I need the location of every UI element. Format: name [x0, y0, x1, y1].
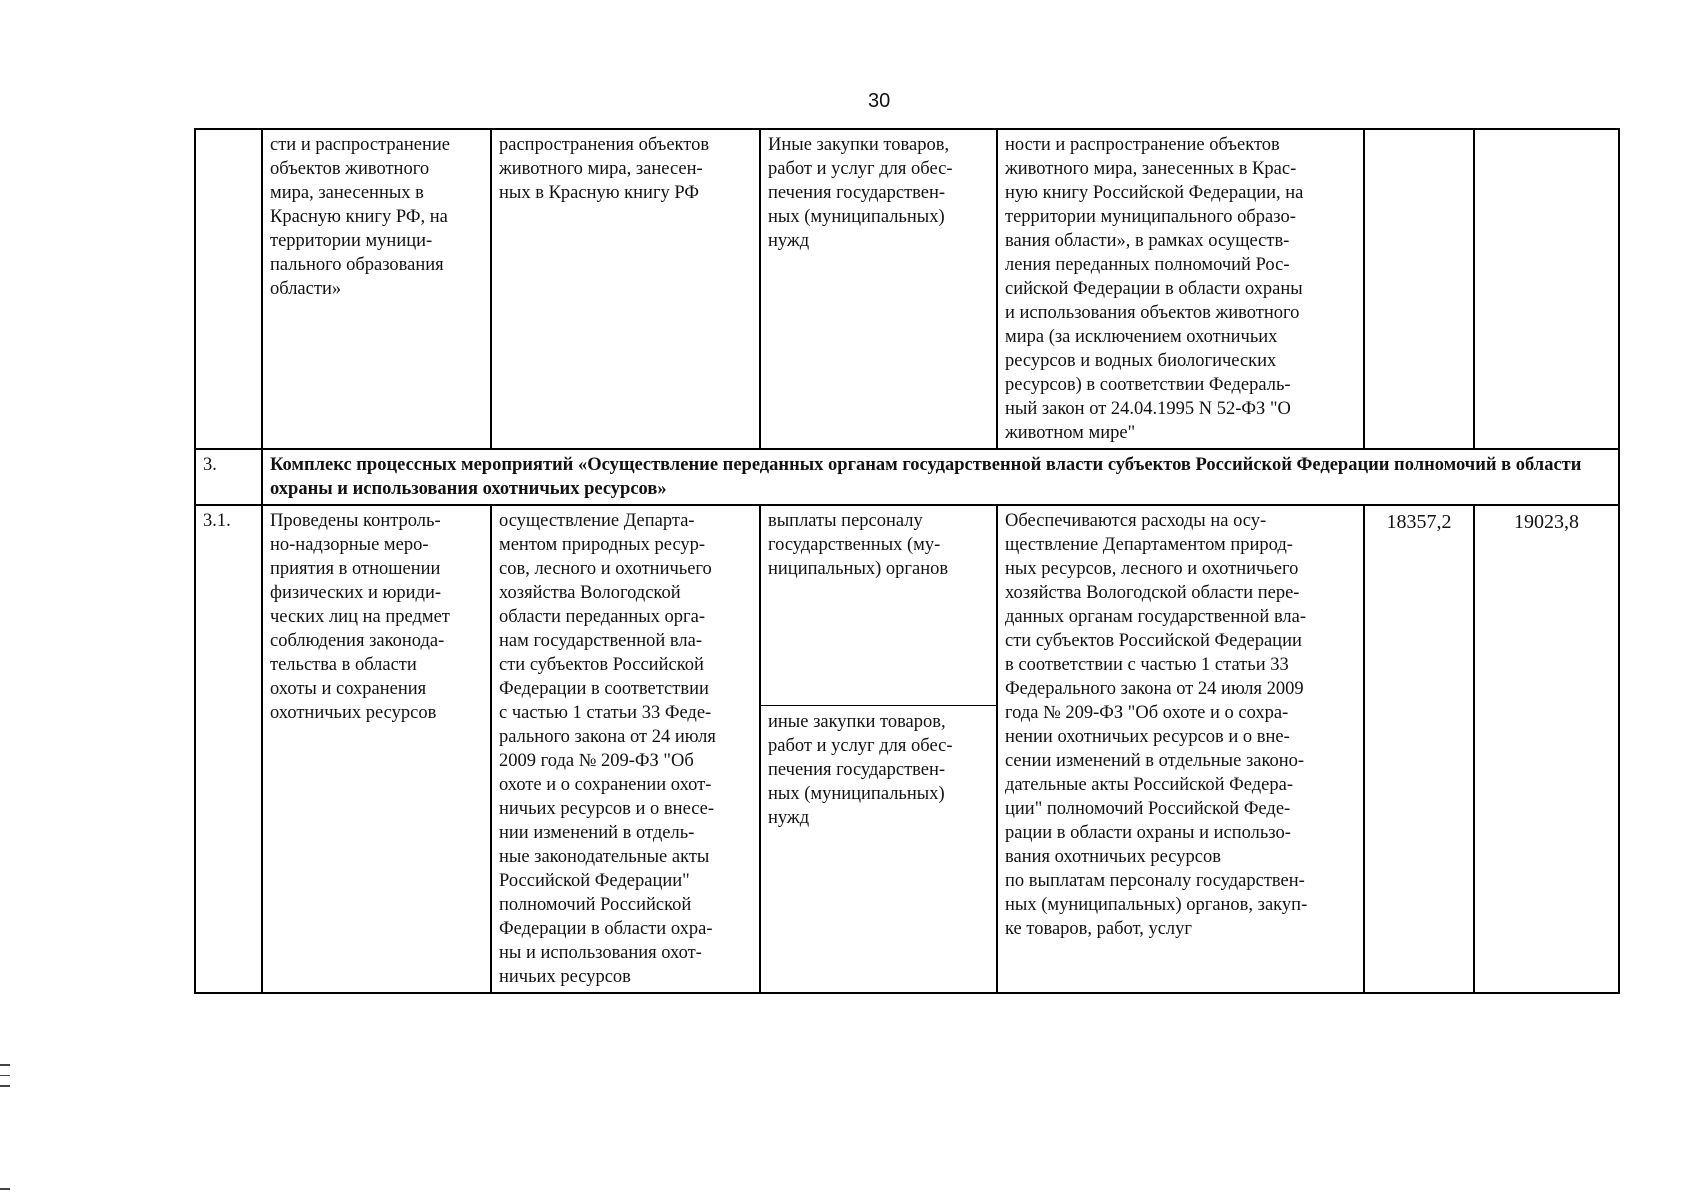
cell-text-line: осуществление Департа- [499, 511, 695, 531]
cell-text-line: в соответствии с частью 1 статьи 33 [1005, 655, 1289, 675]
cell-text-line: нении охотничьих ресурсов и о вне- [1005, 727, 1290, 747]
amount-cell-1 [1364, 129, 1474, 449]
description-cell [491, 129, 760, 449]
cell-text-line: нии изменений в отдель- [499, 823, 695, 843]
cell-text-line: ческих лиц на предмет [270, 607, 450, 627]
cell-text-line: ничьих ресурсов и о внесе- [499, 799, 715, 819]
cell-text-line: ную книгу Российской Федерации, на [1005, 183, 1304, 203]
description-cell [491, 505, 760, 993]
cell-text-line: но-надзорные меро- [270, 535, 429, 555]
amount-cell-2: 19023,8 [1474, 505, 1619, 993]
cell-text-line: 2009 года № 209-ФЗ "Об [499, 751, 694, 771]
cell-text-line: животном мире" [1005, 423, 1136, 443]
expense-type-top [761, 509, 996, 706]
cell-text-line: вания охотничьих ресурсов [1005, 847, 1221, 867]
cell-text-line: тельства в области [270, 655, 417, 675]
cell-text-line: нужд [768, 808, 810, 828]
cell-text-line: ных (муниципальных) [768, 784, 945, 804]
expense-type-bottom [768, 706, 989, 830]
page-number: 30 [868, 90, 891, 112]
expense-type-cell [760, 129, 997, 449]
cell-text-line: ке товаров, работ, услуг [1005, 919, 1192, 939]
cell-text-line: ные законодательные акты [499, 847, 710, 867]
cell-text-line: объектов животного [270, 159, 430, 179]
cell-text-line: Федерации в области охра- [499, 919, 713, 939]
cell-text-line: рального закона от 24 июля [499, 727, 716, 747]
cell-text-line: соблюдения законода- [270, 631, 445, 651]
amount-cell-1: 18357,2 [1364, 505, 1474, 993]
cell-text-line: охотничьих ресурсов [270, 703, 437, 723]
section-title-cell: Комплекс процессных мероприятий «Осуществление переданных органам государственной власти субъектов Российской Федерации полномочий в области охраны и использования охотничьих ресурсов» [262, 449, 1619, 505]
cell-text-line: Красную книгу РФ, на [270, 207, 448, 227]
table-row-3-1 [195, 505, 1619, 993]
cell-text-line: ресурсов и водных биологических [1005, 351, 1277, 371]
table-row-continued [195, 129, 1619, 449]
measures-table [194, 128, 1620, 994]
cell-text-line: дательные акты Российской Федера- [1005, 775, 1293, 795]
cell-text-line: области переданных орга- [499, 607, 705, 627]
result-cell [262, 505, 491, 993]
cell-text-line: пального образования [270, 255, 444, 275]
cell-text-line: Российской Федерации" [499, 871, 690, 891]
cell-text-line: мира (за исключением охотничьих [1005, 327, 1278, 347]
cell-text-line: по выплатам персоналу государствен- [1005, 871, 1305, 891]
cell-text-line: ных в Красную книгу РФ [499, 183, 700, 203]
expense-type-cell [760, 505, 997, 993]
cell-text-line: сти и распространение [270, 135, 450, 155]
cell-text-line: ных (муниципальных) органов, закуп- [1005, 895, 1308, 915]
cell-text-line: нужд [768, 231, 810, 251]
cell-text-line: мира, занесенных в [270, 183, 424, 203]
cell-text-line: рации в области охраны и использо- [1005, 823, 1291, 843]
cell-text-line: животного мира, занесенных в Крас- [1005, 159, 1297, 179]
left-margin-marks [0, 1064, 10, 1096]
cell-text-line: ментом природных ресур- [499, 535, 706, 555]
cell-text-line: ции" полномочий Российской Феде- [1005, 799, 1291, 819]
cell-text-line: ществление Департаментом природ- [1005, 535, 1293, 555]
cell-text-line: Обеспечиваются расходы на осу- [1005, 511, 1267, 531]
expense-note-cell [997, 505, 1364, 993]
cell-text-line: области» [270, 279, 342, 299]
row-number-cell: 3.1. [195, 505, 262, 993]
cell-text-line: вания области», в рамках осуществ- [1005, 231, 1290, 251]
cell-text-line: ных (муниципальных) [768, 207, 945, 227]
cell-text-line: Федерации в соответствии [499, 679, 709, 699]
cell-text-line: ниципальных) органов [768, 559, 949, 579]
cell-text-line: территории муници- [270, 231, 433, 251]
cell-text-line: ничьих ресурсов [499, 967, 631, 987]
cell-text-line: ресурсов) в соответствии Федераль- [1005, 375, 1291, 395]
cell-text-line: сении изменений в отдельные законо- [1005, 751, 1305, 771]
left-margin-mark [0, 1188, 10, 1190]
cell-text-line: ности и распространение объектов [1005, 135, 1280, 155]
cell-text-line: работ и услуг для обес- [768, 159, 953, 179]
cell-text-line: сти субъектов Российской [499, 655, 704, 675]
cell-text-line: ных ресурсов, лесного и охотничьего [1005, 559, 1299, 579]
cell-text-line: распространения объектов [499, 135, 710, 155]
cell-text-line: приятия в отношении [270, 559, 441, 579]
cell-text-line: сти субъектов Российской Федерации [1005, 631, 1302, 651]
cell-text-line: охоты и сохранения [270, 679, 427, 699]
cell-text-line: полномочий Российской [499, 895, 692, 915]
amount-cell-2 [1474, 129, 1619, 449]
cell-text-line: охоте и о сохранении охот- [499, 775, 712, 795]
cell-text-line: Федерального закона от 24 июля 2009 [1005, 679, 1304, 699]
cell-text-line: иные закупки товаров, [768, 712, 946, 732]
cell-text-line: территории муниципального образо- [1005, 207, 1296, 227]
cell-text-line: печения государствен- [768, 183, 946, 203]
section-row [195, 449, 1619, 505]
cell-text-line: Иные закупки товаров, [768, 135, 950, 155]
cell-text-line: ны и использования охот- [499, 943, 702, 963]
cell-text-line: животного мира, занесен- [499, 159, 703, 179]
cell-text-line: ления переданных полномочий Рос- [1005, 255, 1290, 275]
cell-text-line: с частью 1 статьи 33 Феде- [499, 703, 712, 723]
cell-text-line: данных органам государственной вла- [1005, 607, 1307, 627]
result-cell [262, 129, 491, 449]
cell-text-line: хозяйства Вологодской [499, 583, 681, 603]
cell-text-line: работ и услуг для обес- [768, 736, 953, 756]
cell-text-line: хозяйства Вологодской области пере- [1005, 583, 1300, 603]
cell-text-line: Проведены контроль- [270, 511, 441, 531]
cell-text-line: выплаты персоналу [768, 511, 923, 531]
cell-text-line: и использования объектов животного [1005, 303, 1300, 323]
cell-text-line: печения государствен- [768, 760, 946, 780]
cell-text-line: физических и юриди- [270, 583, 442, 603]
cell-text-line: нам государственной вла- [499, 631, 703, 651]
section-number-cell: 3. [195, 449, 262, 505]
cell-text-line: сийской Федерации в области охраны [1005, 279, 1303, 299]
row-number-cell [195, 129, 262, 449]
expense-note-cell [997, 129, 1364, 449]
cell-text-line: государственных (му- [768, 535, 941, 555]
cell-text-line: года № 209-ФЗ "Об охоте и о сохра- [1005, 703, 1289, 723]
cell-text-line: ный закон от 24.04.1995 N 52-ФЗ "О [1005, 399, 1291, 419]
cell-text-line: сов, лесного и охотничьего [499, 559, 712, 579]
